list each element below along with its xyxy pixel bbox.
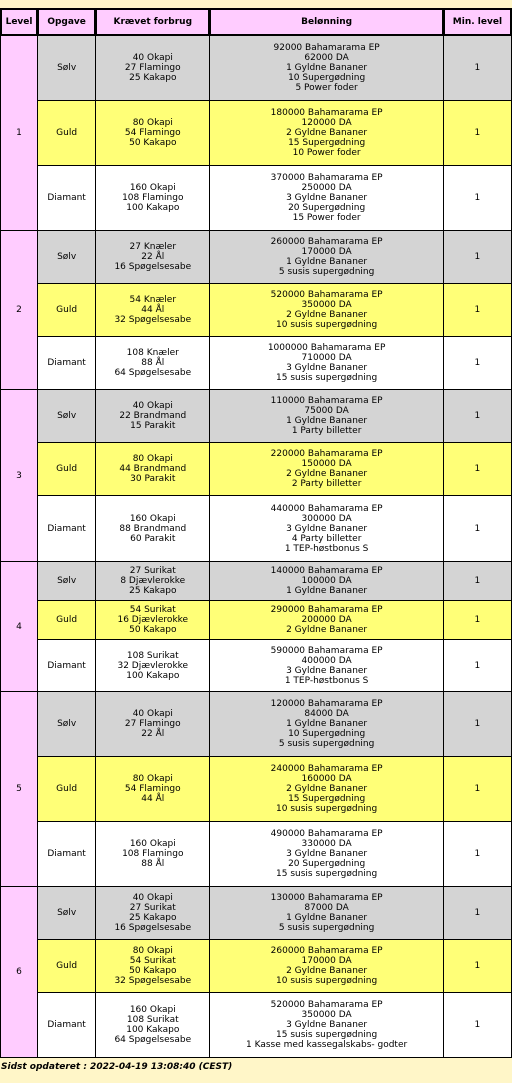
required-cell [96, 36, 209, 100]
table-row [1, 101, 511, 165]
reward-item: 1 Gyldne Bananer [286, 913, 368, 923]
required-item: 160 Okapi [129, 513, 176, 524]
reward-item: 3 Gyldne Bananer [286, 665, 368, 676]
reward-cell [210, 640, 442, 691]
required-item: 60 Parakit [130, 533, 176, 544]
min-level-cell: 1 [444, 337, 511, 389]
min-level-cell: 1 [444, 640, 511, 691]
required-item: 80 Okapi [132, 774, 173, 784]
required-item: 40 Okapi [132, 401, 173, 411]
task-cell: Guld [38, 443, 95, 495]
reward-item: 140000 Bahamarama EP [270, 566, 383, 576]
level-cell: 6 [1, 887, 37, 1057]
task-cell: Sølv [38, 390, 95, 442]
reward-item: 5 Power foder [295, 83, 358, 93]
reward-item: 330000 DA [301, 839, 352, 849]
reward-item: 260000 Bahamarama EP [270, 237, 383, 247]
required-item: 50 Kakapo [129, 625, 177, 635]
level-cell: 2 [1, 231, 37, 389]
required-item: 80 Okapi [132, 946, 173, 956]
table-row [1, 940, 511, 992]
task-cell: Diamant [38, 640, 95, 691]
reward-item: 120000 Bahamarama EP [270, 699, 383, 709]
reward-cell [210, 284, 442, 336]
required-item: 25 Kakapo [129, 73, 177, 83]
required-item: 100 Kakapo [126, 670, 180, 681]
reward-item: 1 Gyldne Bananer [286, 586, 368, 596]
required-item: 108 Surikat [126, 1015, 179, 1025]
required-cell [96, 390, 209, 442]
task-cell: Sølv [38, 562, 95, 600]
required-cell [96, 562, 209, 600]
reward-cell [210, 887, 442, 939]
reward-item: 3 Gyldne Bananer [286, 523, 368, 534]
min-level-cell: 1 [444, 231, 511, 283]
min-level-cell: 1 [444, 101, 511, 165]
reward-cell [210, 166, 442, 230]
reward-cell [210, 496, 442, 561]
required-item: 22 Ål [141, 729, 165, 739]
reward-cell [210, 443, 442, 495]
required-cell [96, 993, 209, 1057]
header-task: Opgave [38, 9, 95, 35]
reward-item: 200000 DA [301, 615, 352, 625]
reward-item: 400000 DA [301, 655, 352, 666]
task-cell: Guld [38, 940, 95, 992]
task-cell: Guld [38, 101, 95, 165]
required-item: 32 Spøgelsesabe [114, 315, 192, 325]
reward-item: 110000 Bahamarama EP [270, 396, 383, 406]
header-min-level: Min. level [444, 9, 511, 35]
reward-item: 2 Party billetter [291, 479, 362, 489]
required-item: 8 Djævlerokke [120, 576, 186, 586]
header-reward: Belønning [210, 9, 442, 35]
task-cell: Sølv [38, 36, 95, 100]
required-item: 27 Knæler [129, 242, 177, 252]
required-item: 27 Surikat [129, 903, 176, 913]
required-item: 54 Flamingo [124, 784, 181, 794]
table-row [1, 757, 511, 821]
table-row [1, 562, 511, 600]
level-cell: 4 [1, 562, 37, 691]
reward-item: 260000 Bahamarama EP [270, 946, 383, 956]
reward-item: 75000 DA [304, 406, 349, 416]
required-item: 32 Djævlerokke [117, 660, 189, 671]
task-cell: Diamant [38, 496, 95, 561]
min-level-cell: 1 [444, 993, 511, 1057]
header-required: Krævet forbrug [96, 9, 209, 35]
min-level-cell: 1 [444, 822, 511, 886]
required-cell [96, 940, 209, 992]
reward-item: 160000 DA [301, 774, 352, 784]
reward-item: 100000 DA [301, 576, 352, 586]
reward-cell [210, 940, 442, 992]
reward-item: 10 Supergødning [288, 73, 366, 83]
required-item: 50 Kakapo [129, 966, 177, 976]
reward-item: 520000 Bahamarama EP [270, 1000, 383, 1010]
task-cell: Sølv [38, 231, 95, 283]
required-item: 64 Spøgelsesabe [114, 1035, 192, 1045]
task-cell: Diamant [38, 337, 95, 389]
reward-item: 15 susis supergødning [276, 1030, 378, 1040]
required-item: 16 Spøgelsesabe [114, 923, 192, 933]
table-row [1, 36, 511, 100]
reward-item: 1 Gyldne Bananer [286, 63, 368, 73]
required-item: 22 Brandmand [119, 411, 187, 421]
min-level-cell: 1 [444, 36, 511, 100]
reward-item: 87000 DA [304, 903, 349, 913]
required-item: 44 Ål [141, 794, 165, 804]
required-item: 22 Ål [141, 252, 165, 262]
task-cell: Diamant [38, 166, 95, 230]
table-row [1, 390, 511, 442]
reward-item: 300000 DA [301, 513, 352, 524]
reward-cell [210, 822, 442, 886]
reward-item: 290000 Bahamarama EP [270, 605, 383, 615]
reward-item: 4 Party billetter [291, 533, 362, 544]
reward-item: 1 TEP-høstbonus S [284, 543, 369, 554]
table-header-row [1, 9, 511, 35]
reward-item: 370000 Bahamarama EP [270, 173, 383, 183]
reward-item: 2 Gyldne Bananer [286, 625, 368, 635]
min-level-cell: 1 [444, 496, 511, 561]
required-item: 54 Surikat [129, 605, 176, 615]
reward-item: 1 TEP-høstbonus S [284, 675, 369, 686]
required-item: 108 Surikat [126, 650, 179, 661]
required-item: 100 Kakapo [126, 1025, 180, 1035]
reward-item: 130000 Bahamarama EP [270, 893, 383, 903]
table-row [1, 166, 511, 230]
task-cell: Sølv [38, 692, 95, 756]
min-level-cell: 1 [444, 757, 511, 821]
required-item: 160 Okapi [129, 1005, 176, 1015]
required-item: 40 Okapi [132, 893, 173, 903]
reward-item: 170000 DA [301, 247, 352, 257]
required-item: 88 Ål [141, 358, 165, 368]
table-row [1, 822, 511, 886]
table-row [1, 284, 511, 336]
min-level-cell: 1 [444, 390, 511, 442]
task-cell: Guld [38, 757, 95, 821]
table-row [1, 337, 511, 389]
table-row [1, 640, 511, 691]
table-row [1, 993, 511, 1057]
reward-item: 20 Supergødning [288, 859, 366, 869]
required-cell [96, 284, 209, 336]
required-item: 50 Kakapo [129, 138, 177, 148]
reward-item: 15 susis supergødning [276, 373, 378, 383]
table-body [1, 36, 511, 1057]
required-item: 80 Okapi [132, 454, 173, 464]
last-updated: Sidst opdateret : 2022-04-19 13:08:40 (CEST) [1, 1062, 233, 1072]
required-item: 25 Kakapo [129, 913, 177, 923]
required-item: 44 Brandmand [119, 464, 187, 474]
min-level-cell: 1 [444, 940, 511, 992]
header-level: Level [1, 9, 37, 35]
required-cell [96, 443, 209, 495]
reward-item: 120000 DA [301, 118, 352, 128]
reward-item: 1 Gyldne Bananer [286, 257, 368, 267]
required-item: 32 Spøgelsesabe [114, 976, 192, 986]
reward-item: 350000 DA [301, 1010, 352, 1020]
reward-item: 3 Gyldne Bananer [286, 1020, 368, 1030]
required-item: 160 Okapi [129, 839, 176, 849]
task-cell: Diamant [38, 993, 95, 1057]
reward-item: 84000 DA [304, 709, 349, 719]
reward-item: 1 Gyldne Bananer [286, 416, 368, 426]
table-row [1, 601, 511, 639]
reward-item: 350000 DA [301, 300, 352, 310]
min-level-cell: 1 [444, 284, 511, 336]
required-item: 88 Brandmand [119, 523, 187, 534]
reward-item: 3 Gyldne Bananer [286, 193, 368, 203]
required-item: 40 Okapi [132, 709, 173, 719]
required-item: 108 Flamingo [122, 193, 184, 203]
required-item: 54 Knæler [129, 295, 177, 305]
reward-cell [210, 757, 442, 821]
reward-item: 1 Gyldne Bananer [286, 719, 368, 729]
reward-item: 1000000 Bahamarama EP [267, 343, 386, 353]
reward-item: 710000 DA [301, 353, 352, 363]
reward-item: 2 Gyldne Bananer [286, 310, 368, 320]
required-cell [96, 640, 209, 691]
reward-item: 2 Gyldne Bananer [286, 966, 368, 976]
reward-item: 180000 Bahamarama EP [270, 108, 383, 118]
reward-item: 10 susis supergødning [276, 976, 378, 986]
reward-cell [210, 231, 442, 283]
reward-item: 15 Supergødning [288, 794, 366, 804]
reward-item: 10 susis supergødning [276, 320, 378, 330]
required-item: 108 Flamingo [122, 849, 184, 859]
required-item: 27 Flamingo [124, 719, 181, 729]
reward-item: 15 Power foder [292, 213, 361, 223]
table-row [1, 443, 511, 495]
reward-item: 92000 Bahamarama EP [273, 43, 380, 53]
reward-item: 250000 DA [301, 183, 352, 193]
reward-item: 5 susis supergødning [278, 923, 375, 933]
min-level-cell: 1 [444, 562, 511, 600]
rewards-table-wrapper [0, 8, 512, 1058]
required-item: 108 Knæler [126, 348, 179, 358]
reward-item: 1 Party billetter [291, 426, 362, 436]
reward-item: 2 Gyldne Bananer [286, 469, 368, 479]
required-item: 40 Okapi [132, 53, 173, 63]
reward-item: 10 Power foder [292, 148, 361, 158]
required-cell [96, 166, 209, 230]
required-cell [96, 101, 209, 165]
reward-cell [210, 993, 442, 1057]
required-item: 64 Spøgelsesabe [114, 368, 192, 378]
reward-item: 590000 Bahamarama EP [270, 645, 383, 656]
required-item: 25 Kakapo [129, 586, 177, 596]
reward-item: 2 Gyldne Bananer [286, 784, 368, 794]
min-level-cell: 1 [444, 166, 511, 230]
required-cell [96, 601, 209, 639]
required-cell [96, 337, 209, 389]
min-level-cell: 1 [444, 887, 511, 939]
reward-item: 1 Kasse med kassegalskabs- godter [246, 1040, 408, 1050]
level-cell: 3 [1, 390, 37, 561]
task-cell: Sølv [38, 887, 95, 939]
reward-cell [210, 562, 442, 600]
reward-item: 220000 Bahamarama EP [270, 449, 383, 459]
required-item: 100 Kakapo [126, 203, 180, 213]
min-level-cell: 1 [444, 692, 511, 756]
required-cell [96, 231, 209, 283]
reward-item: 15 susis supergødning [276, 869, 378, 879]
required-item: 16 Spøgelsesabe [114, 262, 192, 272]
required-item: 88 Ål [141, 859, 165, 869]
level-cell: 1 [1, 36, 37, 230]
reward-cell [210, 692, 442, 756]
reward-cell [210, 337, 442, 389]
task-cell: Guld [38, 284, 95, 336]
reward-item: 3 Gyldne Bananer [286, 363, 368, 373]
reward-item: 5 susis supergødning [278, 267, 375, 277]
reward-cell [210, 390, 442, 442]
reward-item: 150000 DA [301, 459, 352, 469]
reward-item: 20 Supergødning [288, 203, 366, 213]
rewards-table [0, 8, 512, 1058]
reward-item: 62000 DA [304, 53, 349, 63]
reward-item: 2 Gyldne Bananer [286, 128, 368, 138]
min-level-cell: 1 [444, 601, 511, 639]
required-item: 15 Parakit [130, 421, 176, 431]
reward-item: 10 susis supergødning [276, 804, 378, 814]
required-item: 27 Flamingo [124, 63, 181, 73]
required-cell [96, 692, 209, 756]
reward-item: 440000 Bahamarama EP [270, 503, 383, 514]
reward-cell [210, 101, 442, 165]
required-item: 54 Surikat [129, 956, 176, 966]
task-cell: Guld [38, 601, 95, 639]
required-item: 27 Surikat [129, 566, 176, 576]
reward-item: 15 Supergødning [288, 138, 366, 148]
required-cell [96, 496, 209, 561]
required-cell [96, 757, 209, 821]
required-item: 16 Djævlerokke [117, 615, 189, 625]
reward-item: 3 Gyldne Bananer [286, 849, 368, 859]
required-cell [96, 822, 209, 886]
required-cell [96, 887, 209, 939]
required-item: 44 Ål [141, 305, 165, 315]
table-row [1, 496, 511, 561]
reward-cell [210, 601, 442, 639]
level-cell: 5 [1, 692, 37, 886]
reward-item: 10 Supergødning [288, 729, 366, 739]
min-level-cell: 1 [444, 443, 511, 495]
table-row [1, 887, 511, 939]
table-row [1, 231, 511, 283]
reward-item: 170000 DA [301, 956, 352, 966]
reward-item: 490000 Bahamarama EP [270, 829, 383, 839]
required-item: 80 Okapi [132, 118, 173, 128]
reward-item: 5 susis supergødning [278, 739, 375, 749]
table-row [1, 692, 511, 756]
required-item: 160 Okapi [129, 183, 176, 193]
task-cell: Diamant [38, 822, 95, 886]
reward-item: 520000 Bahamarama EP [270, 290, 383, 300]
required-item: 54 Flamingo [124, 128, 181, 138]
reward-cell [210, 36, 442, 100]
reward-item: 240000 Bahamarama EP [270, 764, 383, 774]
required-item: 30 Parakit [130, 474, 176, 484]
